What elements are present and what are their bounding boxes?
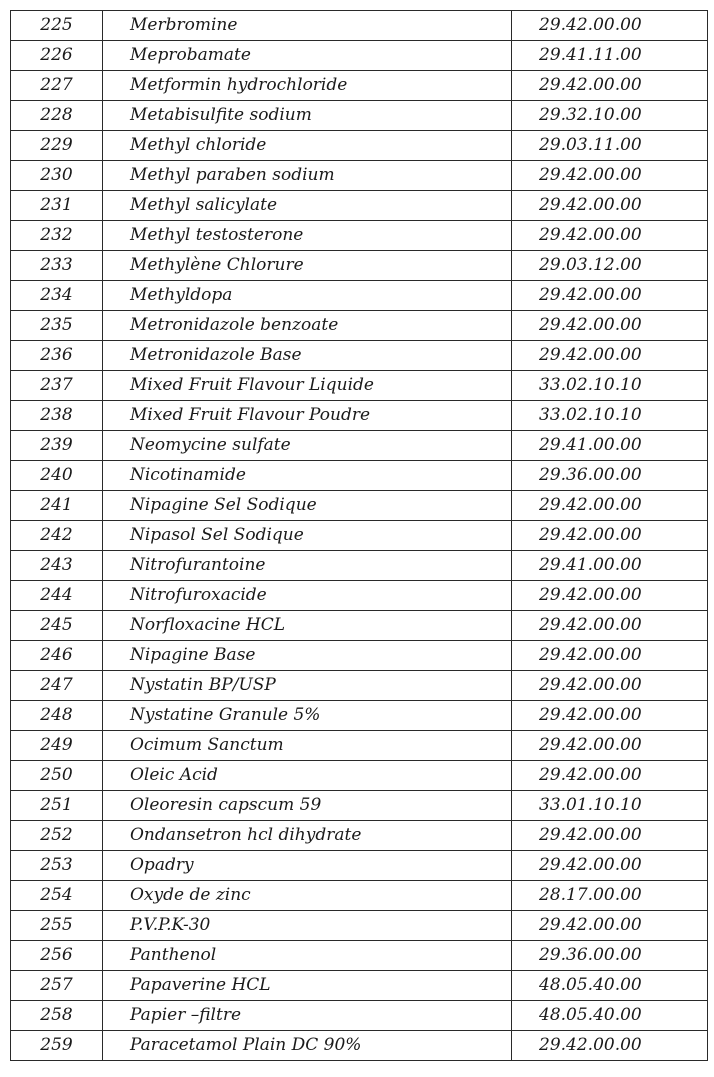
row-number-cell: 232 bbox=[11, 221, 103, 251]
tariff-code-cell: 29.41.11.00 bbox=[512, 41, 708, 71]
tariff-code-cell: 28.17.00.00 bbox=[512, 881, 708, 911]
tariff-code-cell: 29.41.00.00 bbox=[512, 431, 708, 461]
row-number-cell: 241 bbox=[11, 491, 103, 521]
tariff-code-cell: 29.42.00.00 bbox=[512, 701, 708, 731]
product-name-cell: Metabisulfite sodium bbox=[103, 101, 512, 131]
product-name-cell: Nicotinamide bbox=[103, 461, 512, 491]
row-number-cell: 248 bbox=[11, 701, 103, 731]
tariff-code-cell: 29.32.10.00 bbox=[512, 101, 708, 131]
tariff-code-cell: 29.42.00.00 bbox=[512, 191, 708, 221]
row-number-cell: 242 bbox=[11, 521, 103, 551]
table-row bbox=[11, 311, 708, 341]
product-name-cell: Nipagine Base bbox=[103, 641, 512, 671]
tariff-code-cell: 29.36.00.00 bbox=[512, 941, 708, 971]
table-row bbox=[11, 221, 708, 251]
table-row bbox=[11, 641, 708, 671]
product-name-cell: Paracetamol Plain DC 90% bbox=[103, 1031, 512, 1061]
tariff-code-cell: 29.36.00.00 bbox=[512, 461, 708, 491]
table-row bbox=[11, 821, 708, 851]
table-row bbox=[11, 581, 708, 611]
tariff-code-cell: 29.42.00.00 bbox=[512, 611, 708, 641]
table-row bbox=[11, 131, 708, 161]
table-row bbox=[11, 371, 708, 401]
table-row bbox=[11, 521, 708, 551]
table-row bbox=[11, 731, 708, 761]
product-name-cell: Metformin hydrochloride bbox=[103, 71, 512, 101]
row-number-cell: 229 bbox=[11, 131, 103, 161]
tariff-code-cell: 29.42.00.00 bbox=[512, 821, 708, 851]
product-name-cell: Metronidazole benzoate bbox=[103, 311, 512, 341]
product-name-cell: Neomycine sulfate bbox=[103, 431, 512, 461]
tariff-code-cell: 29.03.12.00 bbox=[512, 251, 708, 281]
table-row bbox=[11, 971, 708, 1001]
product-name-cell: Ocimum Sanctum bbox=[103, 731, 512, 761]
row-number-cell: 233 bbox=[11, 251, 103, 281]
product-name-cell: Methylène Chlorure bbox=[103, 251, 512, 281]
tariff-code-cell: 48.05.40.00 bbox=[512, 971, 708, 1001]
row-number-cell: 247 bbox=[11, 671, 103, 701]
table-row bbox=[11, 761, 708, 791]
product-name-cell: Meprobamate bbox=[103, 41, 512, 71]
table-row bbox=[11, 551, 708, 581]
tariff-code-cell: 29.42.00.00 bbox=[512, 521, 708, 551]
table-row bbox=[11, 491, 708, 521]
row-number-cell: 231 bbox=[11, 191, 103, 221]
table-row bbox=[11, 41, 708, 71]
product-name-cell: Nipagine Sel Sodique bbox=[103, 491, 512, 521]
table-row bbox=[11, 11, 708, 41]
row-number-cell: 249 bbox=[11, 731, 103, 761]
product-tariff-table bbox=[10, 10, 708, 1061]
tariff-code-cell: 33.01.10.10 bbox=[512, 791, 708, 821]
tariff-code-cell: 48.05.40.00 bbox=[512, 1001, 708, 1031]
row-number-cell: 246 bbox=[11, 641, 103, 671]
tariff-code-cell: 29.42.00.00 bbox=[512, 671, 708, 701]
product-name-cell: Norfloxacine HCL bbox=[103, 611, 512, 641]
tariff-code-cell: 29.42.00.00 bbox=[512, 221, 708, 251]
row-number-cell: 239 bbox=[11, 431, 103, 461]
row-number-cell: 254 bbox=[11, 881, 103, 911]
product-name-cell: Mixed Fruit Flavour Liquide bbox=[103, 371, 512, 401]
product-name-cell: Methyl testosterone bbox=[103, 221, 512, 251]
tariff-code-cell: 29.42.00.00 bbox=[512, 731, 708, 761]
tariff-code-cell: 29.42.00.00 bbox=[512, 581, 708, 611]
table-row bbox=[11, 251, 708, 281]
table-row bbox=[11, 71, 708, 101]
row-number-cell: 237 bbox=[11, 371, 103, 401]
row-number-cell: 240 bbox=[11, 461, 103, 491]
product-name-cell: Panthenol bbox=[103, 941, 512, 971]
tariff-code-cell: 29.42.00.00 bbox=[512, 1031, 708, 1061]
row-number-cell: 244 bbox=[11, 581, 103, 611]
table-body bbox=[11, 11, 708, 1061]
table-row bbox=[11, 671, 708, 701]
row-number-cell: 235 bbox=[11, 311, 103, 341]
product-name-cell: Methyl chloride bbox=[103, 131, 512, 161]
table-row bbox=[11, 851, 708, 881]
tariff-code-cell: 29.42.00.00 bbox=[512, 71, 708, 101]
row-number-cell: 259 bbox=[11, 1031, 103, 1061]
product-name-cell: Oleic Acid bbox=[103, 761, 512, 791]
table-row bbox=[11, 941, 708, 971]
table-row bbox=[11, 611, 708, 641]
table-row bbox=[11, 791, 708, 821]
row-number-cell: 250 bbox=[11, 761, 103, 791]
table-row bbox=[11, 701, 708, 731]
row-number-cell: 227 bbox=[11, 71, 103, 101]
row-number-cell: 258 bbox=[11, 1001, 103, 1031]
table-row bbox=[11, 101, 708, 131]
tariff-code-cell: 29.42.00.00 bbox=[512, 491, 708, 521]
product-name-cell: Methyldopa bbox=[103, 281, 512, 311]
product-name-cell: Nitrofuroxacide bbox=[103, 581, 512, 611]
product-name-cell: Papier –filtre bbox=[103, 1001, 512, 1031]
tariff-code-cell: 29.42.00.00 bbox=[512, 341, 708, 371]
table-row bbox=[11, 431, 708, 461]
tariff-code-cell: 29.03.11.00 bbox=[512, 131, 708, 161]
table-row bbox=[11, 1031, 708, 1061]
row-number-cell: 252 bbox=[11, 821, 103, 851]
product-name-cell: Nystatin BP/USP bbox=[103, 671, 512, 701]
tariff-code-cell: 29.42.00.00 bbox=[512, 161, 708, 191]
product-name-cell: Oxyde de zinc bbox=[103, 881, 512, 911]
table-row bbox=[11, 401, 708, 431]
tariff-code-cell: 33.02.10.10 bbox=[512, 401, 708, 431]
product-name-cell: Methyl paraben sodium bbox=[103, 161, 512, 191]
product-name-cell: Opadry bbox=[103, 851, 512, 881]
tariff-code-cell: 29.42.00.00 bbox=[512, 911, 708, 941]
row-number-cell: 253 bbox=[11, 851, 103, 881]
row-number-cell: 236 bbox=[11, 341, 103, 371]
row-number-cell: 257 bbox=[11, 971, 103, 1001]
table-row bbox=[11, 461, 708, 491]
table-row bbox=[11, 1001, 708, 1031]
row-number-cell: 243 bbox=[11, 551, 103, 581]
row-number-cell: 245 bbox=[11, 611, 103, 641]
product-name-cell: Oleoresin capscum 59 bbox=[103, 791, 512, 821]
row-number-cell: 255 bbox=[11, 911, 103, 941]
tariff-code-cell: 29.42.00.00 bbox=[512, 761, 708, 791]
tariff-code-cell: 29.42.00.00 bbox=[512, 851, 708, 881]
product-name-cell: Methyl salicylate bbox=[103, 191, 512, 221]
tariff-code-cell: 29.42.00.00 bbox=[512, 11, 708, 41]
product-name-cell: P.V.P.K-30 bbox=[103, 911, 512, 941]
table-row bbox=[11, 341, 708, 371]
row-number-cell: 256 bbox=[11, 941, 103, 971]
table-row bbox=[11, 911, 708, 941]
tariff-code-cell: 29.42.00.00 bbox=[512, 641, 708, 671]
row-number-cell: 230 bbox=[11, 161, 103, 191]
product-name-cell: Mixed Fruit Flavour Poudre bbox=[103, 401, 512, 431]
tariff-code-cell: 29.41.00.00 bbox=[512, 551, 708, 581]
row-number-cell: 226 bbox=[11, 41, 103, 71]
tariff-code-cell: 33.02.10.10 bbox=[512, 371, 708, 401]
row-number-cell: 234 bbox=[11, 281, 103, 311]
table-row bbox=[11, 281, 708, 311]
product-name-cell: Nipasol Sel Sodique bbox=[103, 521, 512, 551]
table-row bbox=[11, 881, 708, 911]
row-number-cell: 251 bbox=[11, 791, 103, 821]
product-name-cell: Nitrofurantoine bbox=[103, 551, 512, 581]
row-number-cell: 228 bbox=[11, 101, 103, 131]
table-row bbox=[11, 161, 708, 191]
tariff-code-cell: 29.42.00.00 bbox=[512, 311, 708, 341]
product-name-cell: Nystatine Granule 5% bbox=[103, 701, 512, 731]
product-name-cell: Ondansetron hcl dihydrate bbox=[103, 821, 512, 851]
table-row bbox=[11, 191, 708, 221]
row-number-cell: 225 bbox=[11, 11, 103, 41]
row-number-cell: 238 bbox=[11, 401, 103, 431]
product-name-cell: Papaverine HCL bbox=[103, 971, 512, 1001]
product-name-cell: Metronidazole Base bbox=[103, 341, 512, 371]
tariff-code-cell: 29.42.00.00 bbox=[512, 281, 708, 311]
product-name-cell: Merbromine bbox=[103, 11, 512, 41]
